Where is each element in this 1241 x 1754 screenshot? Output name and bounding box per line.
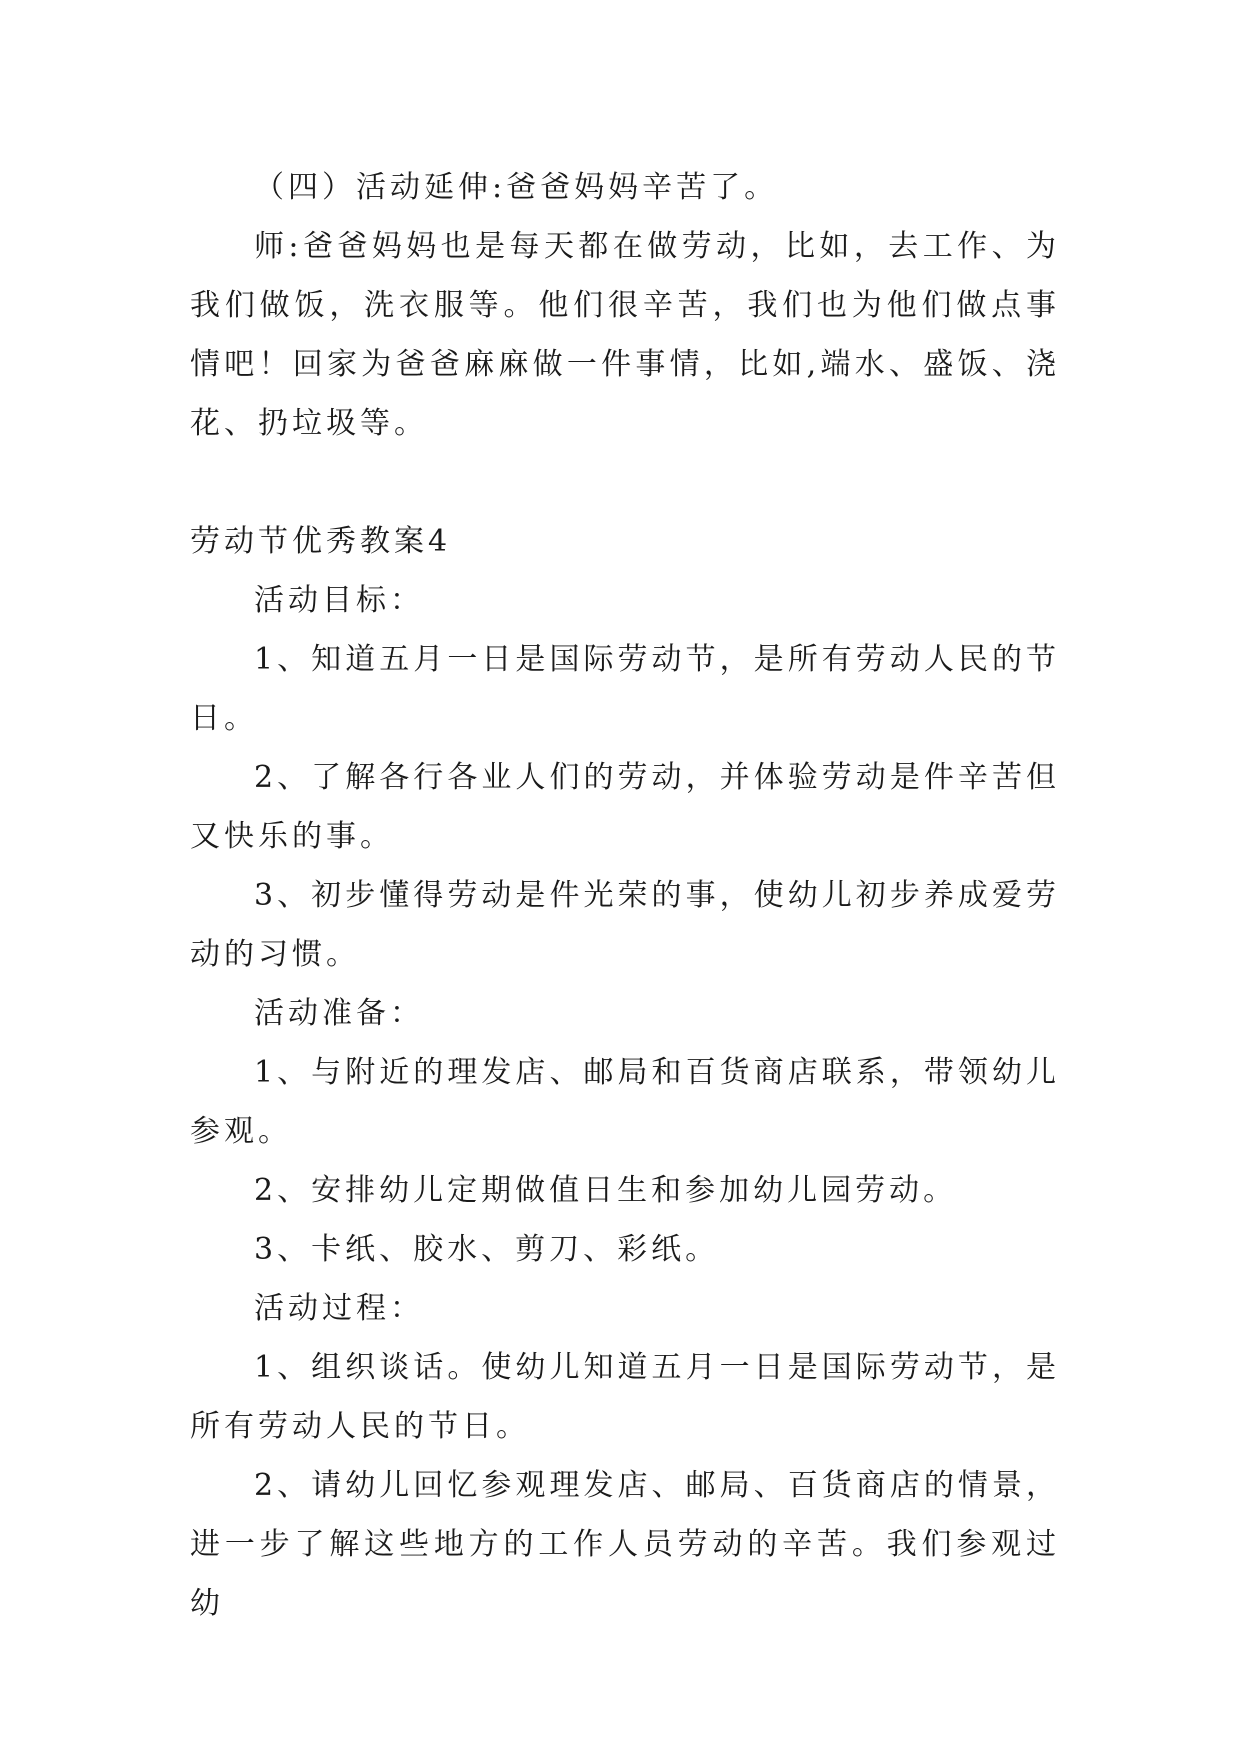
goals-heading: 活动目标： [254,583,424,618]
process-item: 1、组织谈话。使幼儿知道五月一日是国际劳动节，是所有劳动人民的节日。 [190,1350,1060,1444]
goal-item: 1、知道五月一日是国际劳动节，是所有劳动人民的节日。 [190,642,1060,736]
process-item: 2、请幼儿回忆参观理发店、邮局、百货商店的情景，进一步了解这些地方的工作人员劳动的辛苦。我们参观过幼 [190,1468,1060,1621]
section-title: 劳动节优秀教案4 [190,524,452,559]
extension-body: 师:爸爸妈妈也是每天都在做劳动，比如，去工作、为我们做饭，洗衣服等。他们很辛苦，我们也为他们做点事情吧！回家为爸爸麻麻做一件事情，比如,端水、盛饭、浇花、扔垃圾等。 [190,229,1060,441]
process-heading: 活动过程： [254,1291,424,1326]
extension-heading: （四）活动延伸:爸爸妈妈辛苦了。 [254,170,779,205]
prep-heading: 活动准备： [254,996,424,1031]
prep-item: 2、安排幼儿定期做值日生和参加幼儿园劳动。 [254,1173,958,1208]
prep-item: 3、卡纸、胶水、剪刀、彩纸。 [254,1232,720,1267]
goal-item: 3、初步懂得劳动是件光荣的事，使幼儿初步养成爱劳动的习惯。 [190,878,1060,972]
prep-item: 1、与附近的理发店、邮局和百货商店联系，带领幼儿参观。 [190,1055,1060,1149]
goal-item: 2、了解各行各业人们的劳动，并体验劳动是件辛苦但又快乐的事。 [190,760,1060,854]
document-body [190,158,1060,1633]
